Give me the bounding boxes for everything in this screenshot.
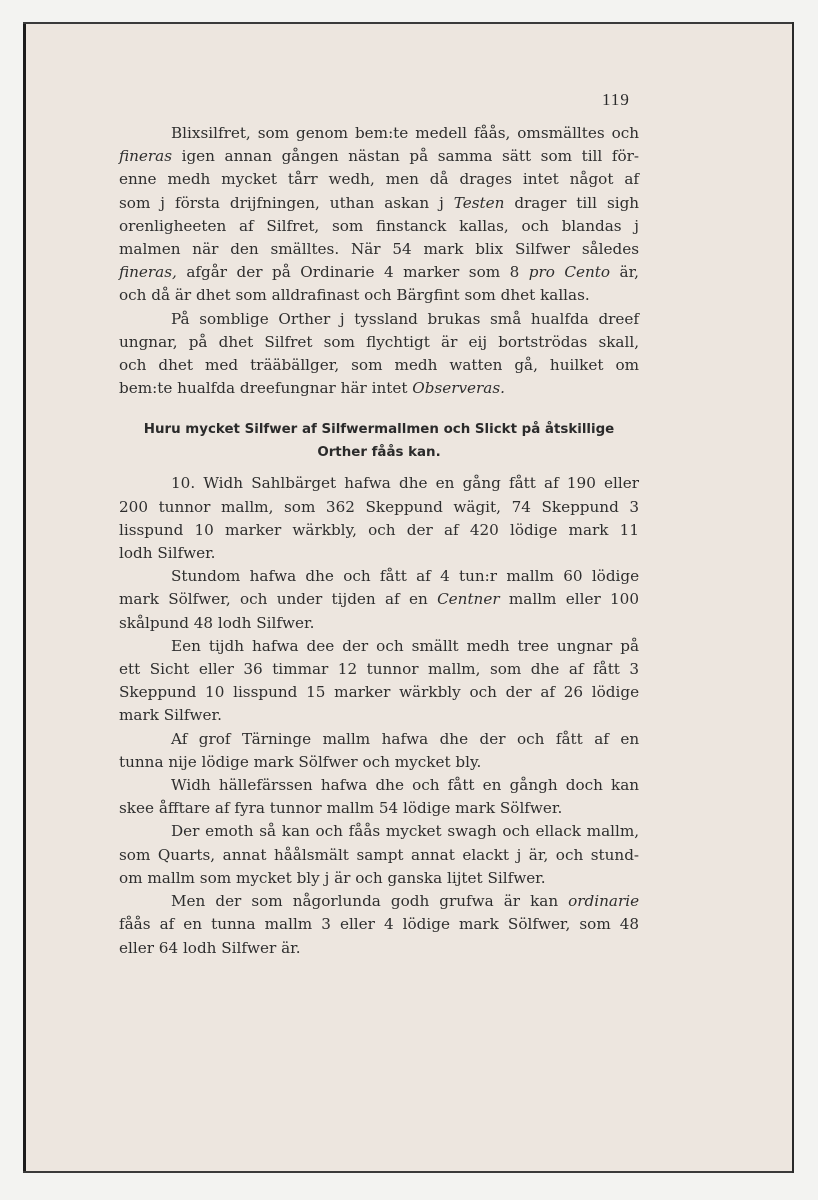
text-line: Widh hällefärssen hafwa dhe och fått en gångh doch kan	[171, 776, 640, 795]
text-line: lisspund 10 marker wärkbly, och der af 420 lödige mark 11	[119, 520, 639, 539]
text-line: fåås af en tunna mallm 3 eller 4 lödige mark Sölfwer, som 48	[119, 915, 640, 934]
text-body	[119, 122, 639, 960]
text-line: mark Sölfwer, och under tijden af en Centner mallm eller 100	[119, 590, 640, 609]
section-heading-line-2: Orther fåås kan.	[317, 445, 441, 461]
text-line: På somblige Orther j tyssland brukas små hualfda dreef	[171, 309, 640, 328]
text-line: Skeppund 10 lisspund 15 marker wärkbly och der af 26 lödige	[119, 683, 640, 702]
paragraph	[119, 122, 639, 308]
text-line: Een tijdh hafwa dee der och smällt medh tree ungnar på	[171, 636, 640, 655]
paragraph	[119, 774, 639, 820]
text-line: tunna nije lödige mark Sölfwer och mycket bly.	[119, 752, 482, 771]
paragraphs-bottom	[119, 472, 639, 959]
paragraphs-top	[119, 122, 639, 400]
page-edge-bottom	[23, 1171, 794, 1173]
text-line: om mallm som mycket bly j är och ganska lijtet Silfwer.	[119, 868, 546, 887]
text-line: ungnar, på dhet Silfret som flychtigt är eij bortströdas skall,	[119, 332, 640, 351]
text-line: Der emoth så kan och fåås mycket swagh och ellack mallm,	[171, 822, 640, 841]
page-edge-left	[23, 22, 26, 1173]
paragraph	[119, 635, 639, 728]
page-number: 119	[602, 90, 630, 109]
text-line: som j första drijfningen, uthan askan j Testen drager till sigh	[119, 193, 640, 212]
paragraph	[119, 472, 639, 565]
text-line: eller 64 lodh Silfwer är.	[119, 938, 301, 957]
text-line: bem:te hualfda dreefungnar här intet Observeras.	[119, 379, 505, 398]
text-line: malmen när den smälltes. När 54 mark blix Silfwer således	[119, 240, 640, 259]
text-line: Men der som någorlunda godh grufwa är kan ordinarie	[171, 892, 640, 911]
paragraph	[119, 890, 639, 960]
text-line: enne medh mycket tårr wedh, men då drages intet något af	[119, 170, 640, 189]
page-edge-right	[792, 22, 794, 1173]
text-line: lodh Silfwer.	[119, 544, 216, 563]
text-line: skålpund 48 lodh Silfwer.	[119, 613, 315, 632]
text-line: skee åfftare af fyra tunnor mallm 54 lödige mark Sölfwer.	[119, 799, 563, 818]
text-line: och dhet med trääbällger, som medh watten gå, huilket om	[119, 356, 639, 375]
text-line: ett Sicht eller 36 timmar 12 tunnor mallm, som dhe af fått 3	[119, 660, 640, 679]
section-heading-line-1: Huru mycket Silfwer af Silfwermallmen och Slickt på åtskillige	[143, 422, 615, 438]
paragraph	[119, 308, 639, 401]
paragraph	[119, 565, 639, 635]
text-line: orenligheeten af Silfret, som finstanck kallas, och blandas j	[119, 216, 639, 235]
text-line: Stundom hafwa dhe och fått af 4 tun:r mallm 60 lödige	[171, 567, 640, 586]
text-line: mark Silfwer.	[119, 706, 222, 725]
page-edge-top	[23, 22, 794, 24]
text-line: 200 tunnor mallm, som 362 Skeppund wägit, 74 Skeppund 3	[119, 497, 640, 516]
text-line: Af grof Tärninge mallm hafwa dhe der och fått af en	[171, 729, 640, 748]
paragraph	[119, 728, 639, 774]
text-line: och då är dhet som alldrafinast och Bärgfint som dhet kallas.	[119, 286, 590, 305]
text-line: 10. Widh Sahlbärget hafwa dhe en gång fått af 190 eller	[171, 474, 639, 493]
text-line: som Quarts, annat håålsmält sampt annat elackt j är, och stund-	[119, 845, 640, 864]
text-line: fineras, afgår der på Ordinarie 4 marker som 8 pro Cento är,	[119, 263, 640, 282]
section-heading	[119, 418, 639, 464]
text-line: fineras igen annan gången nästan på samma sätt som till för-	[119, 147, 640, 166]
text-line: Blixsilfret, som genom bem:te medell fåås, omsmälltes och	[171, 124, 640, 142]
paragraph	[119, 820, 639, 890]
